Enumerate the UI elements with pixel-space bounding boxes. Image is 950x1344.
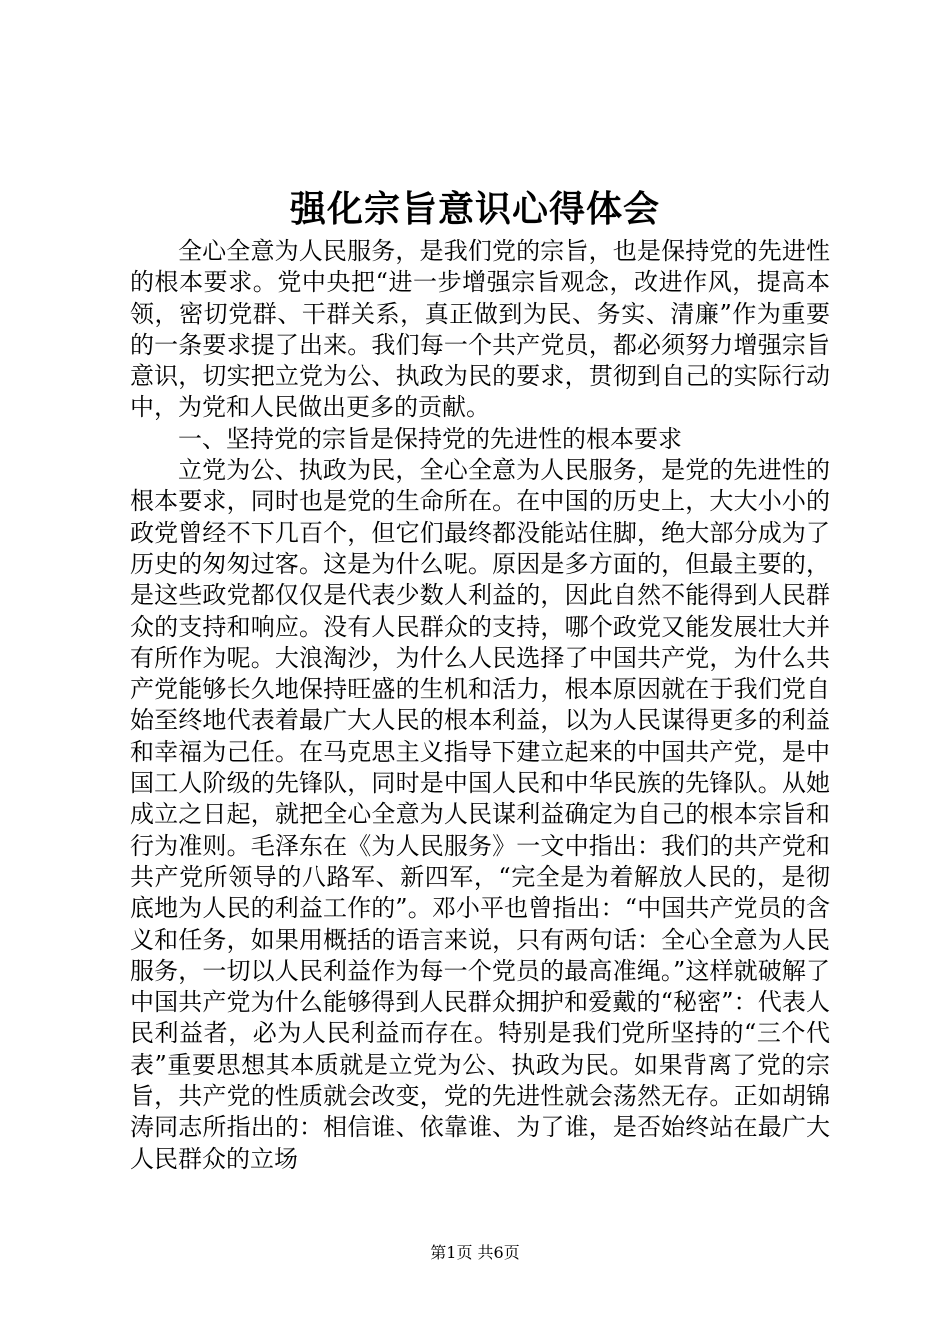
paragraph-intro: 全心全意为人民服务，是我们党的宗旨，也是保持党的先进性的根本要求。党中央把“进一步增强宗旨观念，改进作风，提高本领，密切党群、干群关系，真正做到为民、务实、清廉”作为重要的一条要求提了出来。我们每一个共产党员，都必须努力增强宗旨意识，切实把立党为公、执政为民的要求，贯彻到自己的实际行动中，为党和人民做出更多的贡献。 xyxy=(130,237,830,422)
paragraph-section-1: 立党为公、执政为民，全心全意为人民服务，是党的先进性的根本要求，同时也是党的生命所在。在中国的历史上，大大小小的政党曾经不下几百个，但它们最终都没能站住脚，绝大部分成为了历史的匆匆过客。这是为什么呢。原因是多方面的，但最主要的，是这些政党都仅仅是代表少数人利益的，因此自然不能得到人民群众的支持和响应。没有人民群众的支持，哪个政党又能发展壮大并有所作为呢。大浪淘沙，为什么人民选择了中国共产党，为什么共产党能够长久地保持旺盛的生机和活力，根本原因就在于我们党自始至终地代表着最广大人民的根本利益，以为人民谋得更多的利益和幸福为己任。在马克思主义指导下建立起来的中国共产党，是中国工人阶级的先锋队，同时是中国人民和中华民族的先锋队。从她成立之日起，就把全心全意为人民谋利益确定为自己的根本宗旨和行为准则。毛泽东在《为人民服务》一文中指出：我们的共产党和共产党所领导的八路军、新四军，“完全是为着解放人民的，是彻底地为人民的利益工作的”。邓小平也曾指出：“中国共产党员的含义和任务，如果用概括的语言来说，只有两句话：全心全意为人民服务，一切以人民利益作为每一个党员的最高准绳。”这样就破解了中国共产党为什么能够得到人民群众拥护和爱戴的“秘密”：代表人民利益者，必为人民利益而存在。特别是我们党所坚持的“三个代表”重要思想其本质就是立党为公、执政为民。如果背离了党的宗旨，共产党的性质就会改变，党的先进性就会荡然无存。正如胡锦涛同志所指出的：相信谁、依靠谁、为了谁，是否始终站在最广大人民群众的立场 xyxy=(130,456,830,1173)
section-heading-1: 一、坚持党的宗旨是保持党的先进性的根本要求 xyxy=(178,424,682,453)
document-title: 强化宗旨意识心得体会 xyxy=(289,188,660,230)
page-footer: 第1页 共6页 xyxy=(430,1243,520,1262)
document-body xyxy=(130,236,830,1175)
